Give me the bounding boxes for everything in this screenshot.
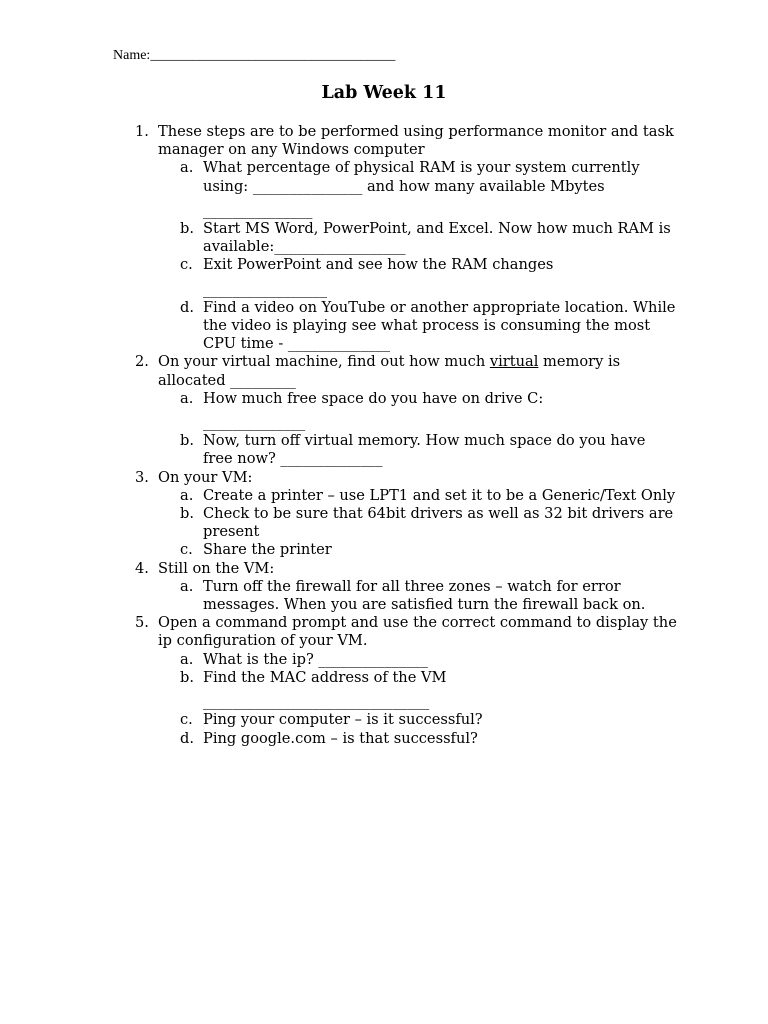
subquestion-letter: a. [180,159,194,177]
question-text-start: On your virtual machine, find out how much [158,353,490,371]
page-title: Lab Week 11 [321,83,447,103]
subquestion-letter: b. [180,668,194,686]
subquestion-3b [180,505,678,541]
subquestion-2b [180,432,678,468]
subquestion-text: Find the MAC address of the VM [203,668,447,686]
subquestion-list [158,578,678,614]
answer-blank: _______________ [203,201,313,219]
subquestion-text: Start MS Word, PowerPoint, and Excel. Now how much RAM is available:__________________ [203,220,671,256]
subquestion-list [158,651,678,748]
subquestion-4a [180,577,678,614]
subquestion-text: Ping your computer – is it successful? [203,711,483,729]
subquestion-letter: a. [180,577,194,595]
question-number: 2. [135,353,149,371]
question-text-end: memory is allocated _________ [158,353,621,389]
subquestion-text: Exit PowerPoint and see how the RAM changes [203,256,554,274]
subquestion-text: Create a printer – use LPT1 and set it to be a Generic/Text Only [203,486,676,504]
subquestion-letter: c. [180,711,193,729]
subquestion-list [158,390,678,469]
subquestion-list [158,487,678,560]
question-4 [135,559,678,615]
question-5 [135,614,678,747]
subquestion-text: What is the ip? _______________ [203,650,428,668]
question-text: Open a command prompt and use the correct command to display the ip configuration of your VM. [158,614,677,650]
subquestion-1d [180,298,678,354]
subquestion-letter: c. [180,541,193,559]
answer-blank: _______________________________ [203,693,430,711]
subquestion-letter: b. [180,432,194,450]
subquestion-letter: a. [180,389,194,407]
subquestion-3c [180,541,678,559]
answer-blank: ______________ [203,414,306,432]
question-list [135,123,678,748]
subquestion-3a [180,486,678,505]
name-field-line: Name:___________________________________ [113,48,396,63]
subquestion-letter: b. [180,220,194,238]
subquestion-text: What percentage of physical RAM is your system currently using: _______________ and how many available Mbytes [203,159,640,195]
question-number: 3. [135,468,149,486]
underlined-word: virtual [489,353,539,371]
question-text: These steps are to be performed using performance monitor and task manager on any Windows computer [158,123,674,159]
subquestion-text: Share the printer [203,541,332,559]
question-number: 1. [135,123,149,140]
question-2 [135,353,678,468]
subquestion-letter: a. [180,486,194,504]
question-1 [135,123,678,353]
subquestion-text: Turn off the firewall for all three zones – watch for error messages. When you are satisfied turn the firewall back on. [203,577,646,614]
answer-blank: _________________ [203,280,328,298]
subquestion-letter: a. [180,650,194,668]
subquestion-text: Find a video on YouTube or another appropriate location. While the video is playing see what process is consuming the most CPU time - ______________ [203,298,676,353]
question-number: 5. [135,614,149,632]
subquestion-text: Ping google.com – is that successful? [203,729,478,747]
question-3 [135,468,678,560]
subquestion-text: Check to be sure that 64bit drivers as well as 32 bit drivers are present [203,505,674,541]
subquestion-1b [180,220,678,256]
subquestion-5a [180,650,678,669]
question-text: Still on the VM: [158,559,275,577]
question-text: On your VM: [158,468,253,486]
subquestion-1c [180,256,678,298]
subquestion-letter: d. [180,298,194,316]
subquestion-text: Now, turn off virtual memory. How much space do you have free now? ______________ [203,432,646,468]
subquestion-letter: b. [180,505,194,523]
question-number: 4. [135,559,149,577]
subquestion-5d [180,729,678,748]
subquestion-1a [180,159,678,220]
subquestion-letter: c. [180,256,193,274]
subquestion-2a [180,389,678,432]
subquestion-letter: d. [180,729,194,747]
subquestion-5b [180,668,678,711]
subquestion-list [158,159,678,353]
subquestion-text: How much free space do you have on drive C: [203,389,544,407]
subquestion-5c [180,711,678,729]
